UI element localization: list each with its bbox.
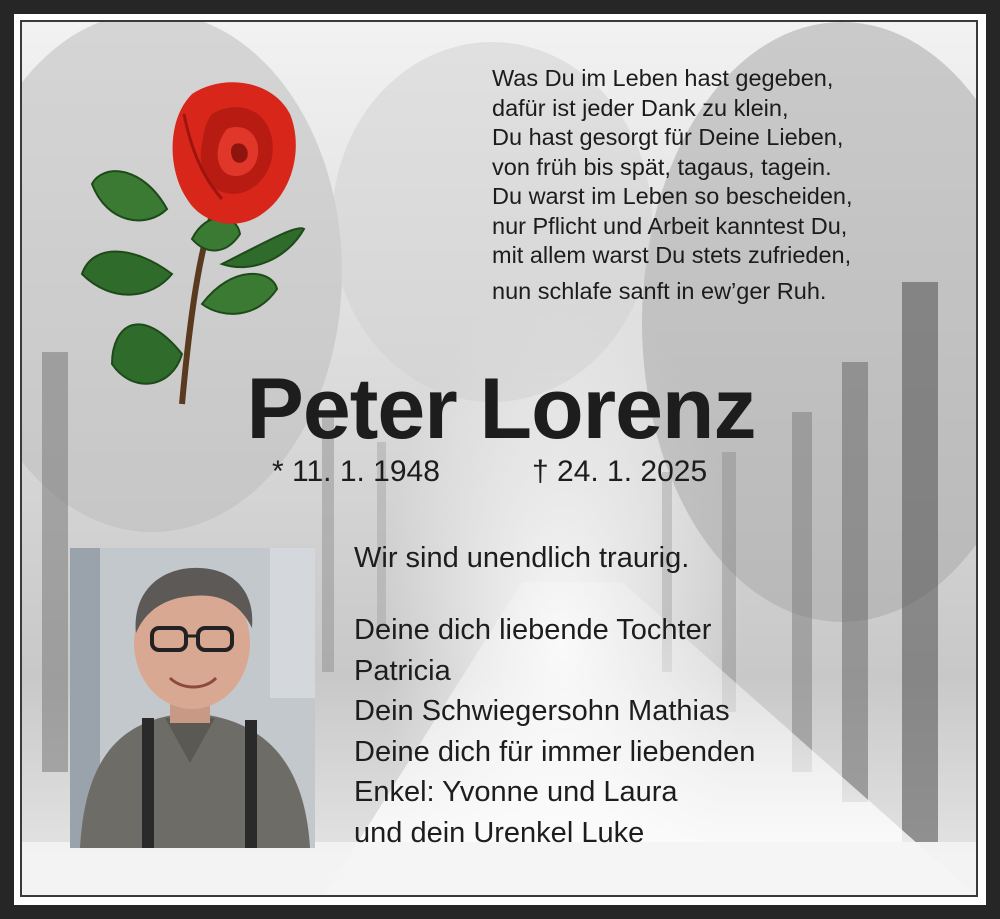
deceased-name: Peter Lorenz — [246, 361, 756, 457]
mourner-line: Deine dich liebende Tochter — [354, 614, 712, 646]
poem-line: dafür ist jeder Dank zu klein, — [492, 94, 789, 121]
poem-line: nun schlafe sanft in ew’ger Ruh. — [492, 277, 827, 304]
mourning-statement: Wir sind unendlich traurig. — [354, 542, 690, 574]
poem — [492, 64, 962, 306]
mourner-line: Deine dich für immer liebenden — [354, 735, 756, 768]
poem-line: Du warst im Leben so bescheiden, — [492, 183, 853, 209]
notice-inner-border — [20, 20, 978, 897]
mourner-line: und dein Urenkel Luke — [354, 816, 645, 849]
mourner-line: Patricia — [354, 654, 451, 687]
poem-line: Was Du im Leben hast gegeben, — [492, 65, 834, 91]
poem-line: mit allem warst Du stets zufrieden, — [492, 242, 852, 268]
poem-line: von früh bis spät, tagaus, tagein. — [492, 153, 832, 180]
birth-date: * 11. 1. 1948 — [272, 455, 440, 488]
notice-card — [14, 14, 986, 905]
poem-line: Du hast gesorgt für Deine Lieben, — [492, 124, 844, 150]
portrait-image — [70, 548, 315, 848]
death-date: † 24. 1. 2025 — [532, 455, 708, 488]
portrait-photo — [70, 548, 315, 848]
poem-line: nur Pflicht und Arbeit kanntest Du, — [492, 212, 848, 239]
mourner-line: Enkel: Yvonne und Laura — [354, 776, 678, 808]
mourner-line: Dein Schwiegersohn Mathias — [354, 695, 730, 727]
mourners-list — [354, 610, 755, 853]
